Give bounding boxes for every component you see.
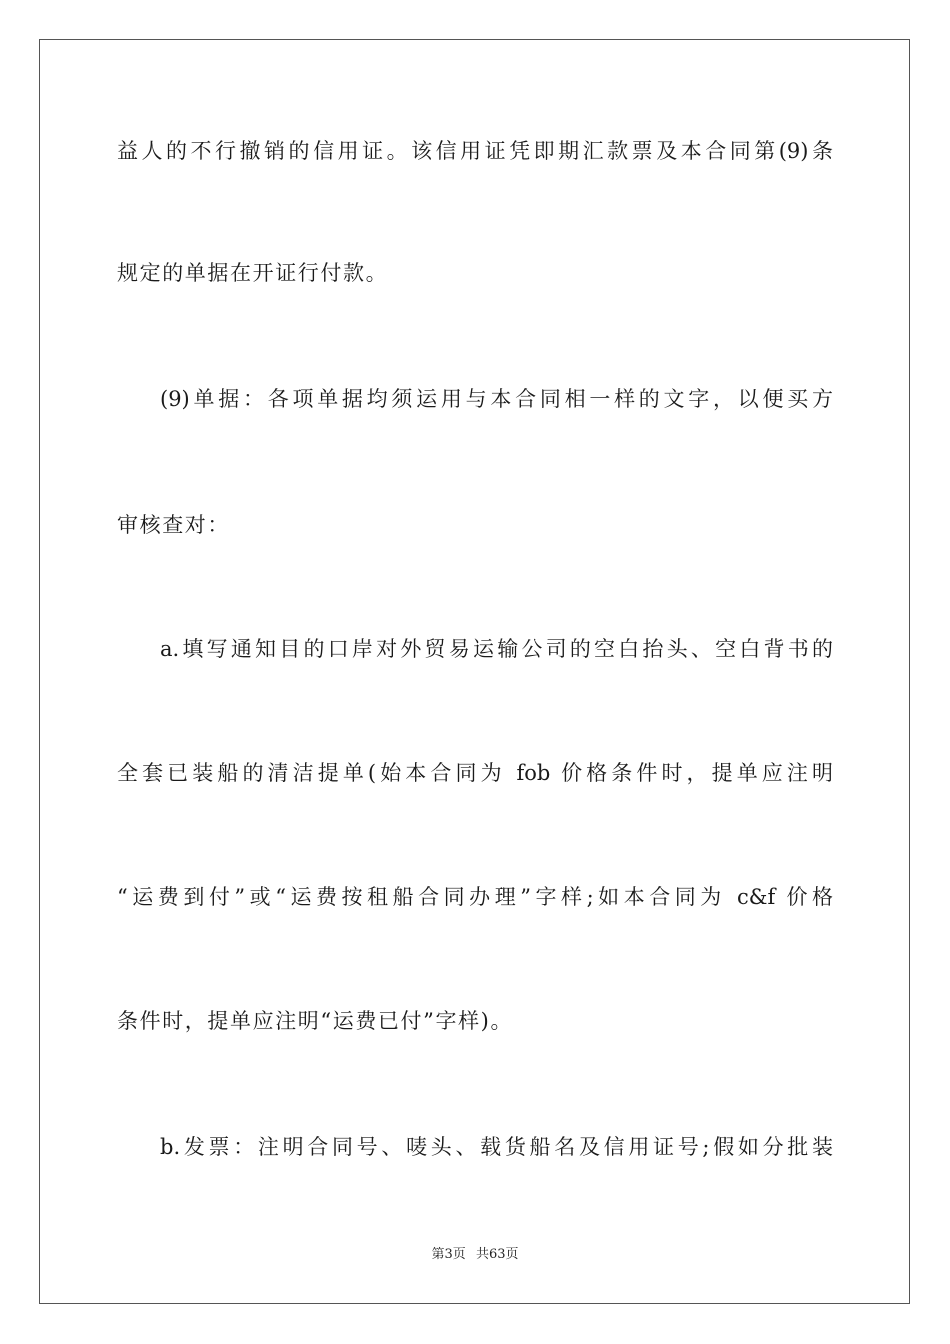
- body-text-line: 全套已装船的清洁提单(始本合同为 fob 价格条件时，提单应注明: [117, 761, 833, 785]
- body-text-line: 条件时，提单应注明“运费已付”字样)。: [117, 1009, 514, 1033]
- body-text-line: a.填写通知目的口岸对外贸易运输公司的空白抬头、空白背书的: [160, 637, 833, 661]
- page-footer: [0, 1246, 950, 1264]
- total-pages: 共63页: [475, 1247, 519, 1262]
- body-text-line: 益人的不行撤销的信用证。该信用证凭即期汇款票及本合同第(9)条: [117, 139, 833, 163]
- body-text-line: b.发票：注明合同号、唛头、载货船名及信用证号;假如分批装: [160, 1135, 833, 1159]
- page-border: [39, 39, 910, 1304]
- body-text-line: “运费到付”或“运费按租船合同办理”字样;如本合同为 c&f 价格: [117, 885, 833, 909]
- body-text-line: (9)单据：各项单据均须运用与本合同相一样的文字，以便买方: [160, 387, 833, 411]
- page-number: 第3页: [431, 1247, 466, 1262]
- body-text-line: 规定的单据在开证行付款。: [117, 261, 389, 285]
- body-text-line: 审核查对：: [117, 513, 230, 537]
